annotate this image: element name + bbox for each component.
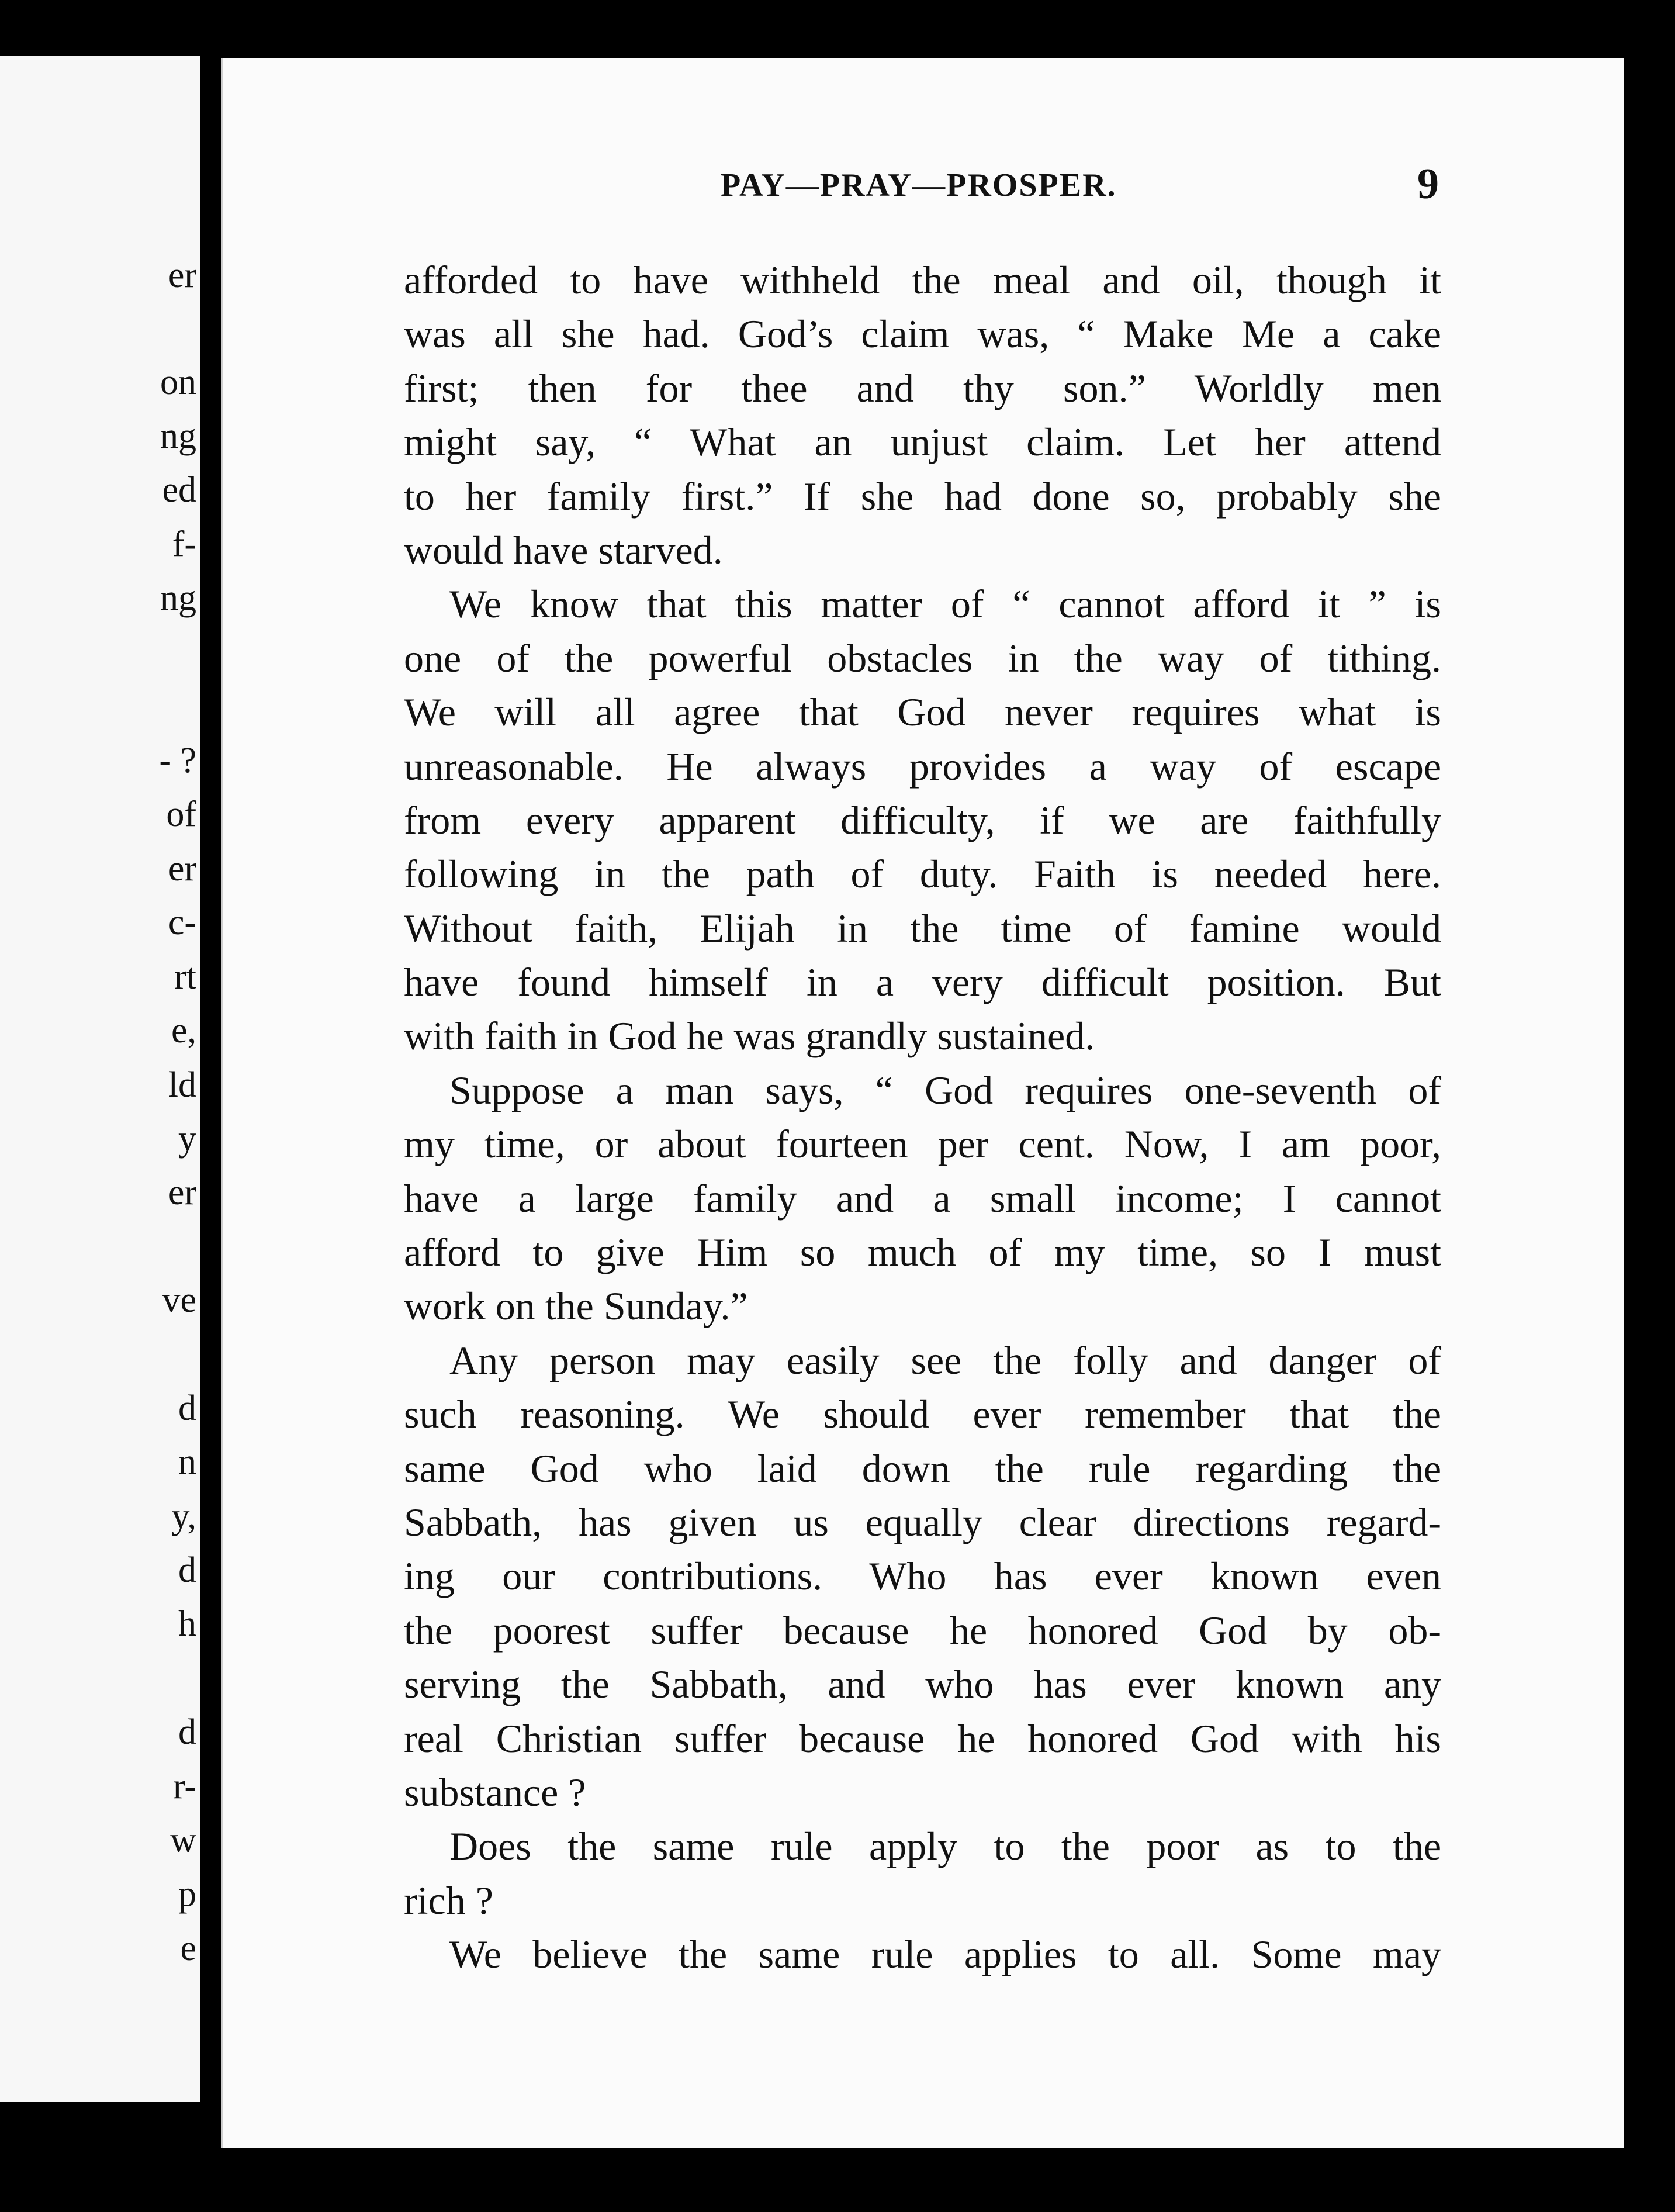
left-page-text: er <box>168 1173 196 1212</box>
text-line: We will all agree that God never requires what is <box>404 690 1441 735</box>
text-line: Without faith, Elijah in the time of famine would <box>404 905 1441 951</box>
text-line: one of the powerful obstacles in the way of tithing. <box>404 635 1441 680</box>
text-line: Does the same rule apply to the poor as to the <box>449 1824 1441 1869</box>
text-line: afforded to have withheld the meal and oil, though it <box>404 258 1441 302</box>
left-page-text: e <box>180 1928 196 1968</box>
left-page-text: e, <box>171 1011 196 1050</box>
left-page-text: ve <box>162 1280 196 1320</box>
text-line: was all she had. God’s claim was, “ Make Me a cake <box>404 312 1441 357</box>
text-line: first; then for thee and thy son.” Worldly men <box>404 365 1441 410</box>
text-line: would have starved. <box>404 527 723 572</box>
left-page-text: w <box>170 1820 196 1860</box>
text-line: work on the Sunday.” <box>404 1284 748 1329</box>
text-line: following in the path of duty. Faith is needed here. <box>404 852 1441 897</box>
left-page-text: d <box>178 1388 196 1428</box>
text-line: serving the Sabbath, and who has ever known any <box>404 1662 1441 1707</box>
text-line: afford to give Him so much of my time, so I must <box>404 1230 1441 1275</box>
text-line: Any person may easily see the folly and danger of <box>449 1337 1441 1382</box>
left-page-text: ld <box>168 1065 196 1105</box>
body-text <box>404 253 1441 1982</box>
left-page-text: rt <box>174 957 196 997</box>
text-line: Sabbath, has given us equally clear directions regard- <box>404 1499 1441 1544</box>
left-page-text: p <box>178 1874 196 1914</box>
book-gutter <box>200 56 221 2148</box>
left-page-text: c- <box>168 903 196 942</box>
text-line: with faith in God he was grandly sustained. <box>404 1014 1095 1059</box>
text-line: real Christian suffer because he honored God with his <box>404 1716 1441 1761</box>
text-line: the poorest suffer because he honored God by ob- <box>404 1608 1441 1653</box>
left-page-text: er <box>168 255 196 295</box>
left-page-text: y <box>178 1119 196 1159</box>
text-line: to her family first.” If she had done so, probably she <box>404 473 1441 519</box>
left-page-text: ng <box>160 416 196 456</box>
text-line: same God who laid down the rule regarding the <box>404 1446 1441 1491</box>
text-line: have found himself in a very difficult position. But <box>404 960 1441 1005</box>
running-title: PAY—PRAY—PROSPER. <box>721 167 1117 203</box>
text-line: might say, “ What an unjust claim. Let her attend <box>404 420 1441 465</box>
text-line: such reasoning. We should ever remember that the <box>404 1392 1441 1437</box>
left-page-text: - ? <box>159 741 196 780</box>
left-page-text: er <box>168 849 196 889</box>
left-page-text: r- <box>172 1767 196 1806</box>
text-line: substance ? <box>404 1769 586 1814</box>
page-number: 9 <box>1417 160 1439 208</box>
left-page-text: y, <box>171 1496 196 1536</box>
left-page-text: on <box>160 362 196 402</box>
left-page-text: d <box>178 1550 196 1590</box>
left-page-text: d <box>178 1712 196 1752</box>
left-page-text: n <box>178 1442 196 1482</box>
text-line: ing our contributions. Who has ever known even <box>404 1554 1441 1599</box>
text-line: my time, or about fourteen per cent. Now, I am poor, <box>404 1122 1441 1167</box>
left-page-text: of <box>166 794 196 834</box>
left-page-text: f- <box>172 524 196 564</box>
left-page-text: ed <box>162 470 196 510</box>
text-line: have a large family and a small income; I cannot <box>404 1176 1441 1221</box>
left-page-text: h <box>178 1604 196 1644</box>
text-line: from every apparent difficulty, if we are faithfully <box>404 797 1441 842</box>
left-page-fragment <box>0 56 202 2102</box>
right-page <box>221 58 1624 2148</box>
text-line: unreasonable. He always provides a way of escape <box>404 744 1441 789</box>
text-line: Suppose a man says, “ God requires one-seventh of <box>449 1067 1441 1112</box>
left-page-text: ng <box>160 578 196 618</box>
text-line: We know that this matter of “ cannot afford it ” is <box>449 582 1441 627</box>
text-line: We believe the same rule applies to all. Some may <box>449 1932 1441 1977</box>
text-line: rich ? <box>404 1878 493 1923</box>
running-head <box>221 160 1624 213</box>
